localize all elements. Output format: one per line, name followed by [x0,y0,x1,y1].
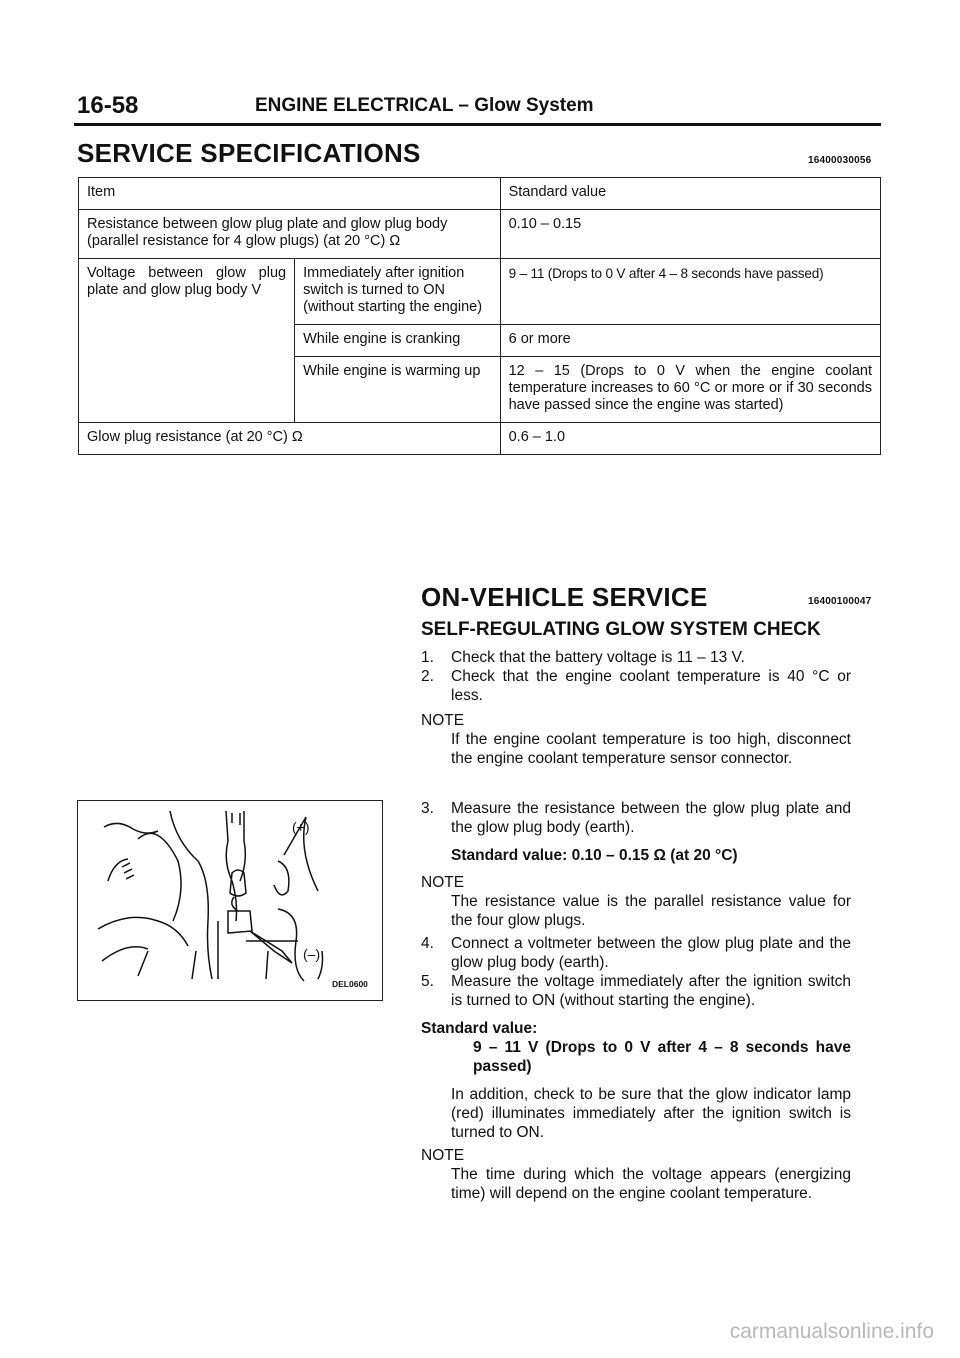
note-3 [421,1146,851,1203]
table-cell: 0.6 – 1.0 [500,423,880,455]
glow-plug-measurement-figure [77,800,383,1001]
standard-value-resistance [421,846,851,865]
step-number: 1. [421,649,434,666]
negative-terminal-label: (–) [303,946,321,962]
glow-plug-illustration [78,801,382,1000]
step-1 [421,648,851,667]
step-5 [421,972,851,1010]
note-2 [421,873,851,930]
table-cell: 0.10 – 0.15 [500,210,880,259]
table-cell: While engine is cranking [295,325,501,357]
positive-terminal-label: (+) [292,819,310,835]
standard-value-label: Standard value: [421,1020,538,1037]
table-cell: Voltage between glow plug plate and glow plug body V [79,259,295,423]
step-text: Check that the engine coolant temperature is 40 °C or less. [451,668,851,704]
table-cell: While engine is warming up [295,357,501,423]
addition-paragraph [421,1085,851,1142]
table-cell: Resistance between glow plug plate and glow plug body (parallel resistance for 4 glow plugs) (at 20 °C) Ω [79,210,501,259]
step-number: 2. [421,668,434,685]
table-cell: 12 – 15 (Drops to 0 V when the engine coolant temperature increases to 60 °C or more or if 30 seconds have passed since the engine was started) [500,357,880,423]
note-text: If the engine coolant temperature is too high, disconnect the engine coolant temperature sensor connector. [451,731,851,767]
step-text: Measure the voltage immediately after the ignition switch is turned to ON (without starting the engine). [451,973,851,1009]
note-label: NOTE [421,874,465,891]
addition-text: In addition, check to be sure that the glow indicator lamp (red) illuminates immediately after the ignition switch is turned to ON. [451,1086,851,1141]
step-text: Check that the battery voltage is 11 – 13 V. [451,649,745,666]
standard-value-text: 9 – 11 V (Drops to 0 V after 4 – 8 seconds have passed) [473,1039,851,1075]
header-cell-item: Item [79,178,501,210]
table-cell: 6 or more [500,325,880,357]
table-cell: 9 – 11 (Drops to 0 V after 4 – 8 seconds have passed) [500,259,880,325]
page-number: 16-58 [77,92,139,119]
step-text: Connect a voltmeter between the glow plug plate and the glow plug body (earth). [451,935,851,971]
step-number: 5. [421,973,434,990]
on-vehicle-service-title: ON-VEHICLE SERVICE [421,582,708,612]
on-vehicle-service-ref-code: 16400100047 [808,596,872,607]
note-text: The time during which the voltage appears (energizing time) will depend on the engine coolant temperature. [451,1166,851,1202]
self-regulating-glow-check-subtitle: SELF-REGULATING GLOW SYSTEM CHECK [421,619,821,640]
figure-code: DEL0600 [332,979,368,989]
standard-value-voltage [421,1019,851,1076]
step-4 [421,934,851,972]
table-cell: Glow plug resistance (at 20 °C) Ω [79,423,501,455]
service-specifications-ref-code: 16400030056 [808,155,872,166]
watermark: carmanualsonline.info [729,1320,934,1343]
page-header-title: ENGINE ELECTRICAL – Glow System [255,95,594,116]
note-label: NOTE [421,712,465,729]
step-3 [421,799,851,837]
step-number: 3. [421,800,434,817]
step-text: Measure the resistance between the glow plug plate and the glow plug body (earth). [451,800,851,836]
note-text: The resistance value is the parallel resistance value for the four glow plugs. [451,893,851,929]
step-number: 4. [421,935,434,952]
service-specifications-title: SERVICE SPECIFICATIONS [77,138,421,168]
note-1 [421,711,851,768]
note-label: NOTE [421,1147,465,1164]
standard-value-text: Standard value: 0.10 – 0.15 Ω (at 20 °C) [451,847,738,864]
procedure-steps [421,0,881,1358]
step-2 [421,667,851,705]
table-cell: Immediately after ignition switch is turned to ON (without starting the engine) [295,259,501,325]
header-cell-standard-value: Standard value [500,178,880,210]
